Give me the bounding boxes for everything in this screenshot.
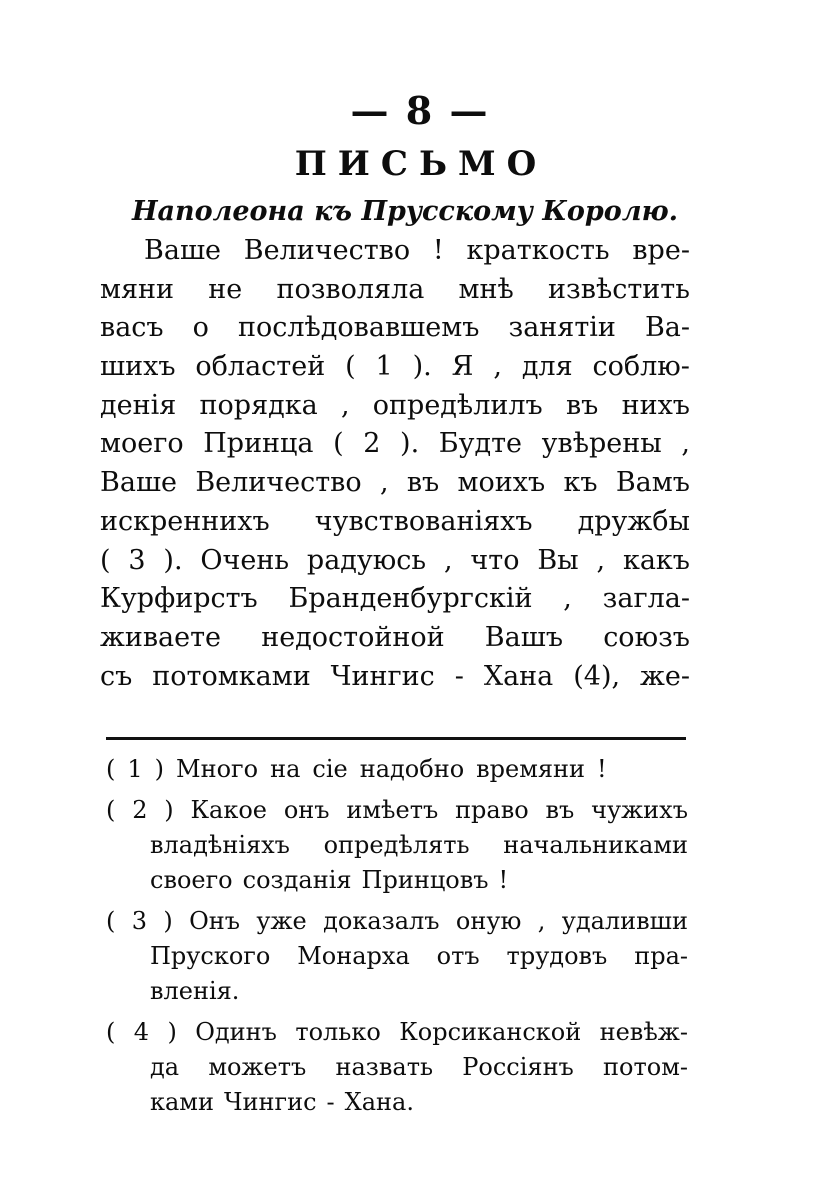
word: денія <box>100 389 177 421</box>
word: моихъ <box>457 467 546 499</box>
word: ) <box>154 755 165 783</box>
word: право <box>455 796 529 824</box>
word: Курфирстъ <box>100 583 258 615</box>
word: , <box>340 389 350 421</box>
word: опредѣлилъ <box>372 389 543 421</box>
word: въ <box>406 467 440 499</box>
body-line <box>100 542 690 581</box>
word: мяни <box>100 273 175 305</box>
word: ) <box>164 796 174 824</box>
footnote-1 <box>106 752 688 787</box>
body-line <box>100 619 690 658</box>
word: Ваше <box>144 235 222 266</box>
word: же- <box>640 660 690 692</box>
word: загла- <box>602 583 690 615</box>
word: назвать <box>335 1053 434 1081</box>
footnote-line <box>106 1085 688 1120</box>
word: ( <box>106 796 116 824</box>
word: послѣдовавшемъ <box>237 312 480 344</box>
word: чужихъ <box>591 796 688 824</box>
word: соблю- <box>592 351 690 383</box>
word: вре- <box>632 235 690 266</box>
word: Вашъ <box>484 621 564 653</box>
footnote-line <box>106 1015 688 1050</box>
word: о <box>192 312 209 344</box>
word: вленія. <box>150 977 240 1005</box>
word: Пруского <box>150 942 271 970</box>
footnote-line <box>106 752 688 787</box>
word: ! <box>432 235 444 266</box>
word: мнѣ <box>458 273 514 305</box>
word: , <box>681 428 690 460</box>
word: Очень <box>200 544 290 576</box>
word: 3 <box>131 907 147 935</box>
word: Принца <box>203 428 314 460</box>
word: оную <box>455 907 522 935</box>
word: уже <box>256 907 307 935</box>
word: чувствованіяхъ <box>314 505 533 537</box>
body-line <box>100 309 690 348</box>
word: Россіянъ <box>462 1053 574 1081</box>
word: на <box>270 755 301 783</box>
word: съ <box>100 660 133 692</box>
word: Монарха <box>297 942 410 970</box>
body-line <box>100 232 690 271</box>
letter-title: ПИСЬМО <box>294 144 548 184</box>
word: Чингис <box>223 1088 317 1116</box>
word: 4 <box>133 1018 150 1046</box>
body-line <box>100 503 690 542</box>
word: 1 <box>127 755 143 783</box>
word: Будте <box>438 428 523 460</box>
word: для <box>521 351 573 383</box>
word: , <box>596 544 606 576</box>
word: моего <box>100 428 184 460</box>
word: союзъ <box>603 621 690 653</box>
word: невѣж- <box>599 1018 688 1046</box>
word: 2 <box>132 796 148 824</box>
footnote-line <box>106 1050 688 1085</box>
footnote-line <box>106 863 688 898</box>
word: 2 <box>363 428 381 460</box>
word: ( <box>100 544 111 576</box>
word: областей <box>195 351 326 383</box>
body-line <box>100 464 690 503</box>
word: въ <box>565 389 599 421</box>
word: , <box>563 583 572 615</box>
word: краткость <box>466 235 610 266</box>
body-line <box>100 271 690 310</box>
body-line <box>100 387 690 426</box>
word: радуюсь <box>306 544 427 576</box>
word: надобно <box>359 755 465 783</box>
word: порядка <box>199 389 318 421</box>
word: своего <box>150 866 233 894</box>
word: ками <box>150 1088 214 1116</box>
word: - <box>326 1088 335 1116</box>
word: искреннихъ <box>100 505 270 537</box>
word: времяни <box>476 755 586 783</box>
word: ! <box>597 755 607 783</box>
word: потом- <box>603 1053 688 1081</box>
word: Корсиканской <box>399 1018 582 1046</box>
word: Вы <box>537 544 579 576</box>
footnote-divider <box>106 737 686 740</box>
word: трудовъ <box>506 942 608 970</box>
letter-subtitle: Наполеона къ Прусскому Королю. <box>131 196 679 227</box>
word: Онъ <box>189 907 241 935</box>
word: 1 <box>375 351 393 383</box>
footnote-line <box>106 974 688 1009</box>
word: Одинъ <box>195 1018 277 1046</box>
word: доказалъ <box>323 907 440 935</box>
word: какъ <box>622 544 690 576</box>
word: , <box>493 351 502 383</box>
word: владѣніяхъ <box>150 831 290 859</box>
word: ( <box>345 351 356 383</box>
word: только <box>295 1018 381 1046</box>
letter-body <box>100 232 690 696</box>
word: Ва- <box>644 312 690 344</box>
word: живаете <box>100 621 222 653</box>
word: имѣетъ <box>346 796 439 824</box>
word: Хана. <box>344 1088 414 1116</box>
body-line <box>100 425 690 464</box>
word: можетъ <box>208 1053 307 1081</box>
word: Я <box>451 351 474 383</box>
word: занятіи <box>508 312 616 344</box>
word: отъ <box>436 942 480 970</box>
word: Какое <box>190 796 268 824</box>
word: позволяла <box>276 273 425 305</box>
footnote-line <box>106 828 688 863</box>
footnote-line <box>106 793 688 828</box>
word: (4), <box>573 660 621 692</box>
word: ). <box>412 351 432 383</box>
body-line <box>100 348 690 387</box>
word: дружбы <box>577 505 690 537</box>
word: ! <box>498 866 509 894</box>
body-line <box>100 658 690 697</box>
word: Вамъ <box>615 467 690 499</box>
word: ). <box>163 544 183 576</box>
word: начальниками <box>503 831 688 859</box>
word: Ваше <box>100 467 178 499</box>
word: , <box>379 467 389 499</box>
word: ( <box>106 755 116 783</box>
word: въ <box>545 796 575 824</box>
page-number: — 8 — <box>350 88 490 133</box>
word: онъ <box>283 796 330 824</box>
word: Чингис <box>330 660 435 692</box>
word: недостойной <box>261 621 445 653</box>
word: Хана <box>483 660 554 692</box>
footnote-3 <box>106 904 688 1009</box>
word: васъ <box>100 312 164 344</box>
word: , <box>443 544 453 576</box>
word: 3 <box>128 544 146 576</box>
word: увѣрены <box>541 428 662 460</box>
word: ). <box>400 428 420 460</box>
word: созданія <box>242 866 352 894</box>
word: да <box>150 1053 180 1081</box>
word: Бранденбургскій <box>288 583 533 615</box>
word: шихъ <box>100 351 176 383</box>
word: Принцовъ <box>361 866 489 894</box>
word: извѣстить <box>548 273 690 305</box>
word: ( <box>106 1018 116 1046</box>
word: что <box>470 544 520 576</box>
word: потомками <box>152 660 311 692</box>
body-line <box>100 580 690 619</box>
word: ( <box>106 907 116 935</box>
word: опредѣлять <box>323 831 470 859</box>
word: Величество <box>243 235 411 266</box>
word: нихъ <box>621 389 690 421</box>
word: сіе <box>312 755 348 783</box>
footnotes <box>106 752 688 1126</box>
footnote-line <box>106 904 688 939</box>
footnote-line <box>106 939 688 974</box>
word: - <box>454 660 464 692</box>
word: Много <box>176 755 259 783</box>
word: ) <box>167 1018 177 1046</box>
word: къ <box>563 467 598 499</box>
word: Величество <box>195 467 362 499</box>
word: пра- <box>634 942 688 970</box>
footnote-4 <box>106 1015 688 1120</box>
footnote-2 <box>106 793 688 898</box>
word: , <box>537 907 546 935</box>
word: удаливши <box>561 907 688 935</box>
word: не <box>208 273 243 305</box>
word: ( <box>333 428 344 460</box>
word: ) <box>163 907 173 935</box>
